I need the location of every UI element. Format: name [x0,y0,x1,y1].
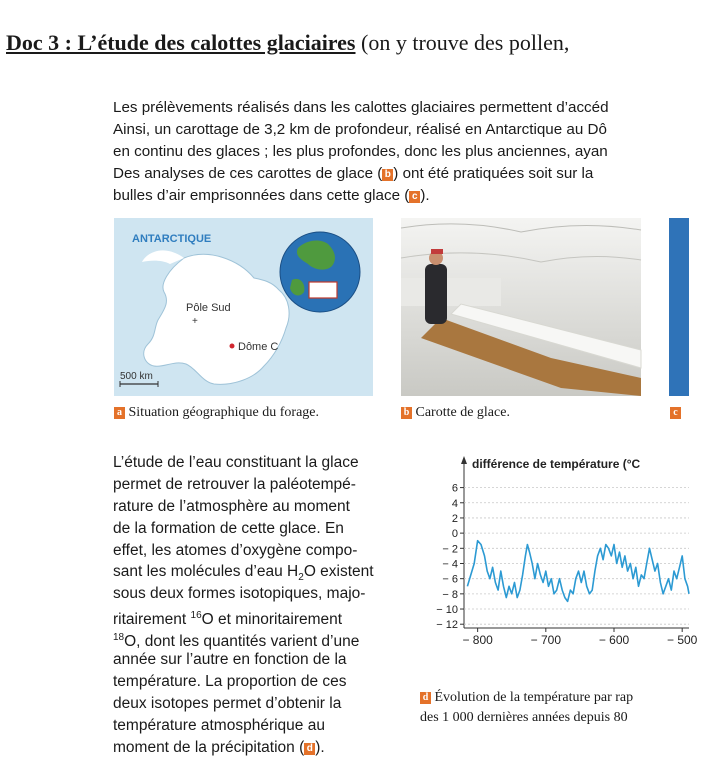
y-axis-arrow [461,456,467,464]
para-part: ). [315,738,325,756]
intro-line-part: Des analyses de ces carottes de glace ( [113,165,383,182]
para-line: rature de l’atmosphère au moment [113,497,350,515]
para-line [113,561,396,583]
caption-a-text: Situation géographique du forage. [128,405,320,420]
para-sub: 2 [298,572,304,584]
intro-line [113,185,713,207]
caption-b-text: Carotte de glace. [415,405,510,420]
para-line: température. La proportion de ces [113,672,347,690]
globe-inset-box [309,282,337,298]
intro-line-part: ). [420,187,430,204]
para-line: de la formation de cette glace. En [113,519,344,537]
x-tick-label: − 800 [462,633,493,647]
badge-d: d [420,692,431,704]
x-tick-label: − 500 [666,633,698,647]
x-tick-label: − 600 [598,633,630,647]
caption-b [401,405,510,421]
para-line [113,627,396,649]
para-line: année sur l’autre en fonction de la [113,651,347,669]
para-line: effet, les atomes d’oxygène compo- [113,541,358,559]
para-sup: 18 [113,632,125,644]
para-line: sous deux formes isotopiques, majo- [113,585,366,603]
temperature-chart [420,452,698,662]
para-line [113,605,396,627]
caption-d-line [420,688,633,708]
caption-c [670,405,681,421]
south-pole-marker: + [192,316,198,327]
doc-title [6,30,569,56]
badge-b: b [382,169,393,181]
para-sup: 16 [190,610,202,622]
para-part: O, dont les quantités varient d’une [124,633,360,651]
para-part: ritairement [113,611,191,629]
badge-c: c [409,191,420,203]
intro-line: en continu des glaces ; les plus profondes, donc les plus anciennes, ayan [113,143,608,160]
intro-line [113,163,713,185]
caption-d-text: Évolution de la température par rap [434,690,634,705]
y-tick-label: 0 [451,528,458,541]
peninsula [142,250,184,264]
y-tick-label: − 10 [436,604,458,617]
isotope-paragraph [113,452,396,758]
caption-d [420,688,633,728]
dome-c-marker [230,344,235,349]
para-part: moment de la précipitation ( [113,738,305,756]
doc-title-rest: (on y trouve des pollen, [355,30,570,55]
para-line [113,737,396,758]
para-line: deux isotopes permet d’obtenir la [113,694,342,712]
para-part: O existent [303,563,374,581]
doc-title-underlined: Doc 3 : L’étude des calottes glaciaires [6,30,356,55]
para-line: L’étude de l’eau constituant la glace [113,454,359,471]
intro-text [113,97,713,207]
intro-line-part: ) ont été pratiquées soit sur la [393,165,594,182]
temperature-series-line [467,541,689,602]
antarctica-landmass [144,254,289,384]
y-tick-label: − 6 [442,573,458,586]
map-title: ANTARCTIQUE [132,233,212,245]
y-tick-label: − 4 [442,558,458,571]
caption-d-line: des 1 000 dernières années depuis 80 [420,710,628,725]
y-axis-label: différence de température (°C [472,457,641,471]
intro-line-part: bulles d’air emprisonnées dans cette glace ( [113,187,410,204]
para-part: sant les molécules d’eau H [113,563,299,581]
y-tick-label: − 2 [442,543,458,556]
x-tick-label: − 700 [530,633,562,647]
para-line: permet de retrouver la paléotempé- [113,475,356,493]
y-tick-label: 6 [451,482,458,495]
badge-b: b [401,407,412,419]
ice-core-photo [401,218,641,396]
para-part: O et minoritairement [201,611,343,629]
badge-d: d [304,743,315,755]
y-tick-label: − 8 [442,588,458,601]
badge-c: c [670,407,681,419]
y-tick-label: 2 [451,512,458,525]
caption-a [114,405,319,421]
person [425,264,447,324]
para-line: température atmosphérique au [113,716,325,734]
scale-label: 500 km [120,371,153,382]
antarctica-map [114,218,373,396]
intro-line: Les prélèvements réalisés dans les calottes glaciaires permettent d’accéd [113,99,609,116]
photo-c-edge [669,218,689,396]
south-pole-label: Pôle Sud [186,302,231,314]
dome-c-label: Dôme C [238,341,279,353]
intro-line: Ainsi, un carottage de 3,2 km de profondeur, réalisé en Antarctique au Dô [113,121,607,138]
badge-a: a [114,407,125,419]
y-tick-label: 4 [451,497,458,510]
y-tick-label: − 12 [436,619,458,632]
